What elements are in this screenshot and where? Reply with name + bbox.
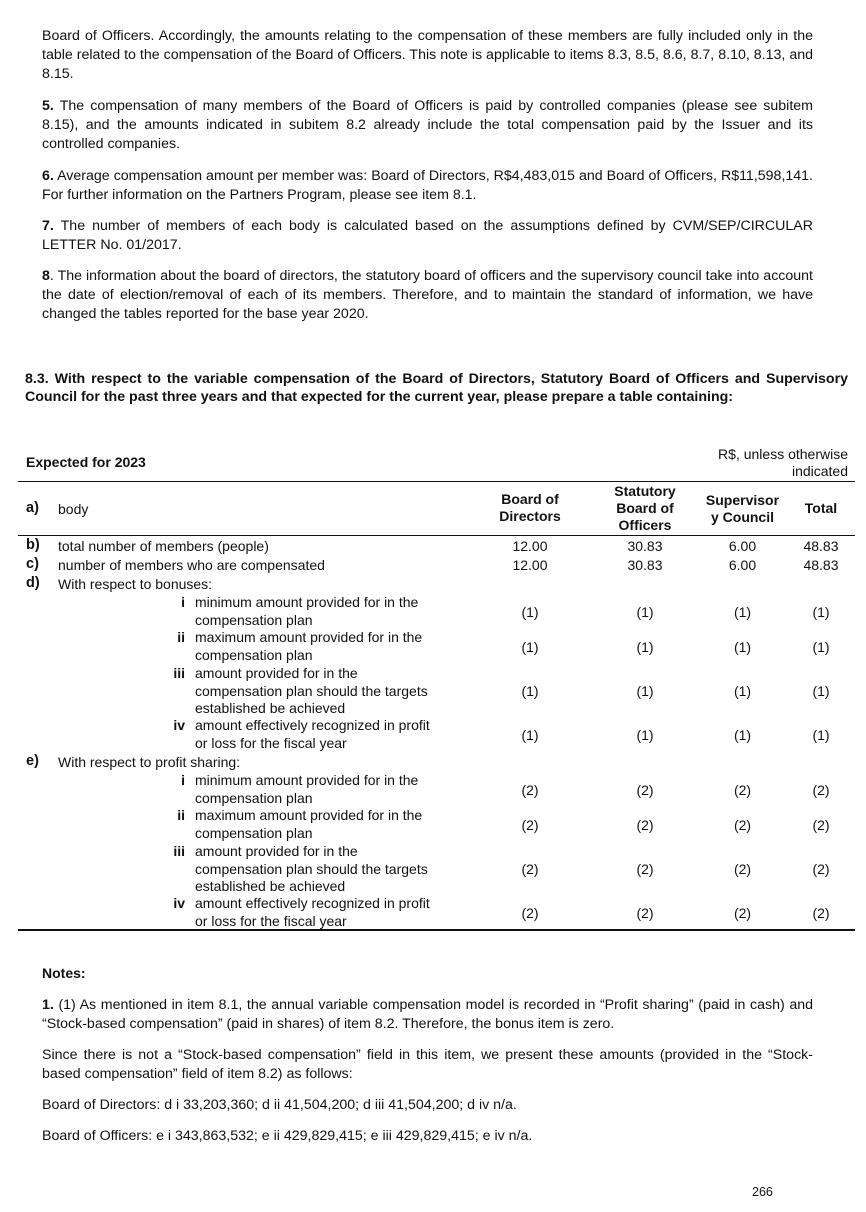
note-stock-based bbox=[42, 1046, 813, 1084]
note-text: Since there is not a “Stock-based compensation” field in this item, we present these amounts (provided in the “Stock-based compensation” field of item 8.2) as follows: bbox=[42, 1047, 813, 1082]
note-number: 6. bbox=[42, 168, 54, 184]
cell-supervisory-council: (1) bbox=[733, 604, 752, 620]
label-line: compensation plan bbox=[195, 611, 313, 628]
notes-title: Notes: bbox=[42, 965, 86, 981]
header-line: Statutory bbox=[614, 483, 676, 499]
cell-statutory-board: (1) bbox=[636, 683, 654, 699]
cell-statutory-board: (1) bbox=[636, 604, 654, 620]
note-board-of-directors-amounts bbox=[42, 1096, 813, 1115]
cell-statutory-board: (1) bbox=[636, 639, 654, 655]
cell-statutory-board: 30.83 bbox=[627, 557, 663, 573]
cell-total: 48.83 bbox=[803, 557, 839, 573]
table-bottom-rule bbox=[18, 929, 855, 931]
row-roman: iii bbox=[173, 843, 185, 859]
label-line: minimum amount provided for in the bbox=[195, 594, 419, 610]
cell-statutory-board: 30.83 bbox=[627, 538, 663, 554]
label-line: or loss for the fiscal year bbox=[195, 734, 347, 751]
row-label bbox=[195, 717, 465, 752]
label-line: compensation plan bbox=[195, 646, 313, 663]
header-line: Board of bbox=[616, 500, 674, 516]
row-letter: e) bbox=[26, 753, 39, 769]
label-line: amount effectively recognized in profit bbox=[195, 895, 430, 911]
table-top-rule bbox=[18, 481, 855, 482]
row-label: number of members who are compensated bbox=[58, 557, 325, 573]
cell-supervisory-council: (2) bbox=[733, 817, 752, 833]
note-board-of-officers-amounts bbox=[42, 1127, 813, 1146]
note-6 bbox=[42, 167, 813, 205]
row-label bbox=[195, 594, 465, 629]
row-roman: iv bbox=[173, 717, 185, 733]
row-label: total number of members (people) bbox=[58, 538, 269, 554]
row-label bbox=[195, 665, 465, 718]
note-number: 8 bbox=[42, 268, 50, 284]
label-line: established be achieved bbox=[195, 700, 346, 716]
cell-board-of-directors: (1) bbox=[521, 727, 539, 743]
label-line: compensation plan should the targets bbox=[195, 682, 428, 699]
header-line: Total bbox=[804, 500, 838, 516]
label-line: compensation plan bbox=[195, 789, 313, 806]
section-heading: 8.3. With respect to the variable compensation of the Board of Directors, Statutory Board of Officers and Supervisory Council for the past three years and that expected for the current year, please prepare a table containing: bbox=[25, 371, 848, 405]
note-number: 1. bbox=[42, 997, 54, 1013]
note-text: . The information about the board of directors, the statutory board of officers and the supervisory council take into account the date of election/removal of each of its members. Therefore, and to maintain the standard of information, we have changed the tables reported for the base year 2020. bbox=[42, 268, 813, 322]
label-line: or loss for the fiscal year bbox=[195, 912, 347, 929]
cell-board-of-directors: 12.00 bbox=[512, 538, 548, 554]
label-line: established be achieved bbox=[195, 878, 346, 894]
cell-statutory-board: (2) bbox=[636, 861, 654, 877]
note-number: 7. bbox=[42, 218, 54, 234]
unit-line: R$, unless otherwise bbox=[718, 446, 848, 462]
row-label bbox=[195, 895, 465, 930]
cell-supervisory-council: (2) bbox=[733, 782, 752, 798]
row-roman: i bbox=[181, 594, 185, 610]
cell-statutory-board: (2) bbox=[636, 905, 654, 921]
cell-total: (2) bbox=[812, 782, 830, 798]
header-line: Directors bbox=[499, 508, 561, 524]
header-line: y Council bbox=[710, 509, 774, 525]
row-label: With respect to profit sharing: bbox=[58, 754, 241, 770]
cell-supervisory-council: 6.00 bbox=[728, 538, 757, 554]
label-line: compensation plan should the targets bbox=[195, 860, 428, 877]
col-header-supervisory-council bbox=[695, 492, 790, 526]
label-line: compensation plan bbox=[195, 824, 313, 841]
note-text: Board of Officers. Accordingly, the amounts relating to the compensation of these members are fully included only in the table related to the compensation of the Board of Officers. This note is applicable to items 8.3, 8.5, 8.6, 8.7, 8.10, 8.13, and 8.15. bbox=[42, 28, 813, 82]
label-line: amount provided for in the bbox=[195, 843, 358, 859]
cell-statutory-board: (1) bbox=[636, 727, 654, 743]
label-line: maximum amount provided for in the bbox=[195, 807, 423, 823]
cell-supervisory-council: (1) bbox=[733, 639, 752, 655]
cell-supervisory-council: (1) bbox=[733, 683, 752, 699]
header-label: body bbox=[58, 501, 89, 517]
unit-line: indicated bbox=[791, 463, 848, 479]
row-label bbox=[195, 772, 465, 807]
row-roman: i bbox=[181, 772, 185, 788]
cell-total: (2) bbox=[812, 817, 830, 833]
note-text: The number of members of each body is calculated based on the assumptions defined by CVM/SEP/CIRCULAR LETTER No. 01/2017. bbox=[42, 218, 813, 253]
label-line: amount effectively recognized in profit bbox=[195, 717, 430, 733]
row-label bbox=[195, 843, 465, 896]
cell-total: (1) bbox=[812, 683, 830, 699]
cell-supervisory-council: (1) bbox=[733, 727, 752, 743]
row-label bbox=[195, 807, 465, 842]
cell-total: (1) bbox=[812, 727, 830, 743]
row-letter: a) bbox=[26, 500, 39, 516]
row-label bbox=[195, 629, 465, 664]
table-title: Expected for 2023 bbox=[26, 454, 146, 470]
cell-supervisory-council: (2) bbox=[733, 905, 752, 921]
row-label: With respect to bonuses: bbox=[58, 576, 213, 592]
cell-total: (2) bbox=[812, 905, 830, 921]
note-4-continuation bbox=[42, 27, 813, 84]
cell-board-of-directors: (2) bbox=[521, 861, 539, 877]
note-8 bbox=[42, 267, 813, 324]
cell-total: (1) bbox=[812, 639, 830, 655]
cell-board-of-directors: (1) bbox=[521, 604, 539, 620]
note-number: 5. bbox=[42, 98, 54, 114]
note-text: Board of Officers: e i 343,863,532; e ii 429,829,415; e iii 429,829,415; e iv n/a. bbox=[42, 1128, 533, 1144]
cell-board-of-directors: (2) bbox=[521, 817, 539, 833]
cell-total: (2) bbox=[812, 861, 830, 877]
row-roman: iii bbox=[173, 665, 185, 681]
header-line: Supervisor bbox=[705, 492, 780, 508]
cell-supervisory-council: (2) bbox=[733, 861, 752, 877]
header-line: Board of bbox=[501, 491, 559, 507]
row-roman: ii bbox=[177, 807, 185, 823]
header-line: Officers bbox=[618, 517, 672, 533]
label-line: maximum amount provided for in the bbox=[195, 629, 423, 645]
cell-total: 48.83 bbox=[803, 538, 839, 554]
cell-board-of-directors: 12.00 bbox=[512, 557, 548, 573]
cell-board-of-directors: (1) bbox=[521, 683, 539, 699]
col-header-board-of-directors bbox=[465, 491, 595, 525]
note-7 bbox=[42, 217, 813, 255]
row-roman: iv bbox=[173, 895, 185, 911]
cell-supervisory-council: 6.00 bbox=[728, 557, 757, 573]
page-number: 266 bbox=[752, 1185, 773, 1199]
header-bottom-rule bbox=[18, 535, 855, 536]
row-letter: d) bbox=[26, 575, 40, 591]
note-text: Board of Directors: d i 33,203,360; d ii 41,504,200; d iii 41,504,200; d iv n/a. bbox=[42, 1097, 517, 1113]
col-header-statutory-board bbox=[595, 483, 695, 534]
note-5 bbox=[42, 97, 813, 154]
label-line: minimum amount provided for in the bbox=[195, 772, 419, 788]
cell-total: (1) bbox=[812, 604, 830, 620]
col-header-total bbox=[790, 500, 852, 517]
note-text: The compensation of many members of the Board of Officers is paid by controlled companies (please see subitem 8.15), and the amounts indicated in subitem 8.2 already include the total compensation paid by the Issuer and its controlled companies. bbox=[42, 98, 813, 152]
note-text: Average compensation amount per member was: Board of Directors, R$4,483,015 and Board of Officers, R$11,598,141. For further information on the Partners Program, please see item 8.1. bbox=[42, 168, 813, 203]
cell-statutory-board: (2) bbox=[636, 782, 654, 798]
cell-board-of-directors: (2) bbox=[521, 782, 539, 798]
cell-statutory-board: (2) bbox=[636, 817, 654, 833]
cell-board-of-directors: (2) bbox=[521, 905, 539, 921]
row-roman: ii bbox=[177, 629, 185, 645]
note-text: (1) As mentioned in item 8.1, the annual variable compensation model is recorded in “Profit sharing” (paid in cash) and “Stock-based compensation” (paid in shares) of item 8.2. Therefore, the bonus item is zero. bbox=[42, 997, 813, 1032]
cell-board-of-directors: (1) bbox=[521, 639, 539, 655]
note-1 bbox=[42, 996, 813, 1034]
row-letter: b) bbox=[26, 537, 40, 553]
label-line: amount provided for in the bbox=[195, 665, 358, 681]
row-letter: c) bbox=[26, 556, 39, 572]
table-unit-note bbox=[718, 446, 848, 480]
